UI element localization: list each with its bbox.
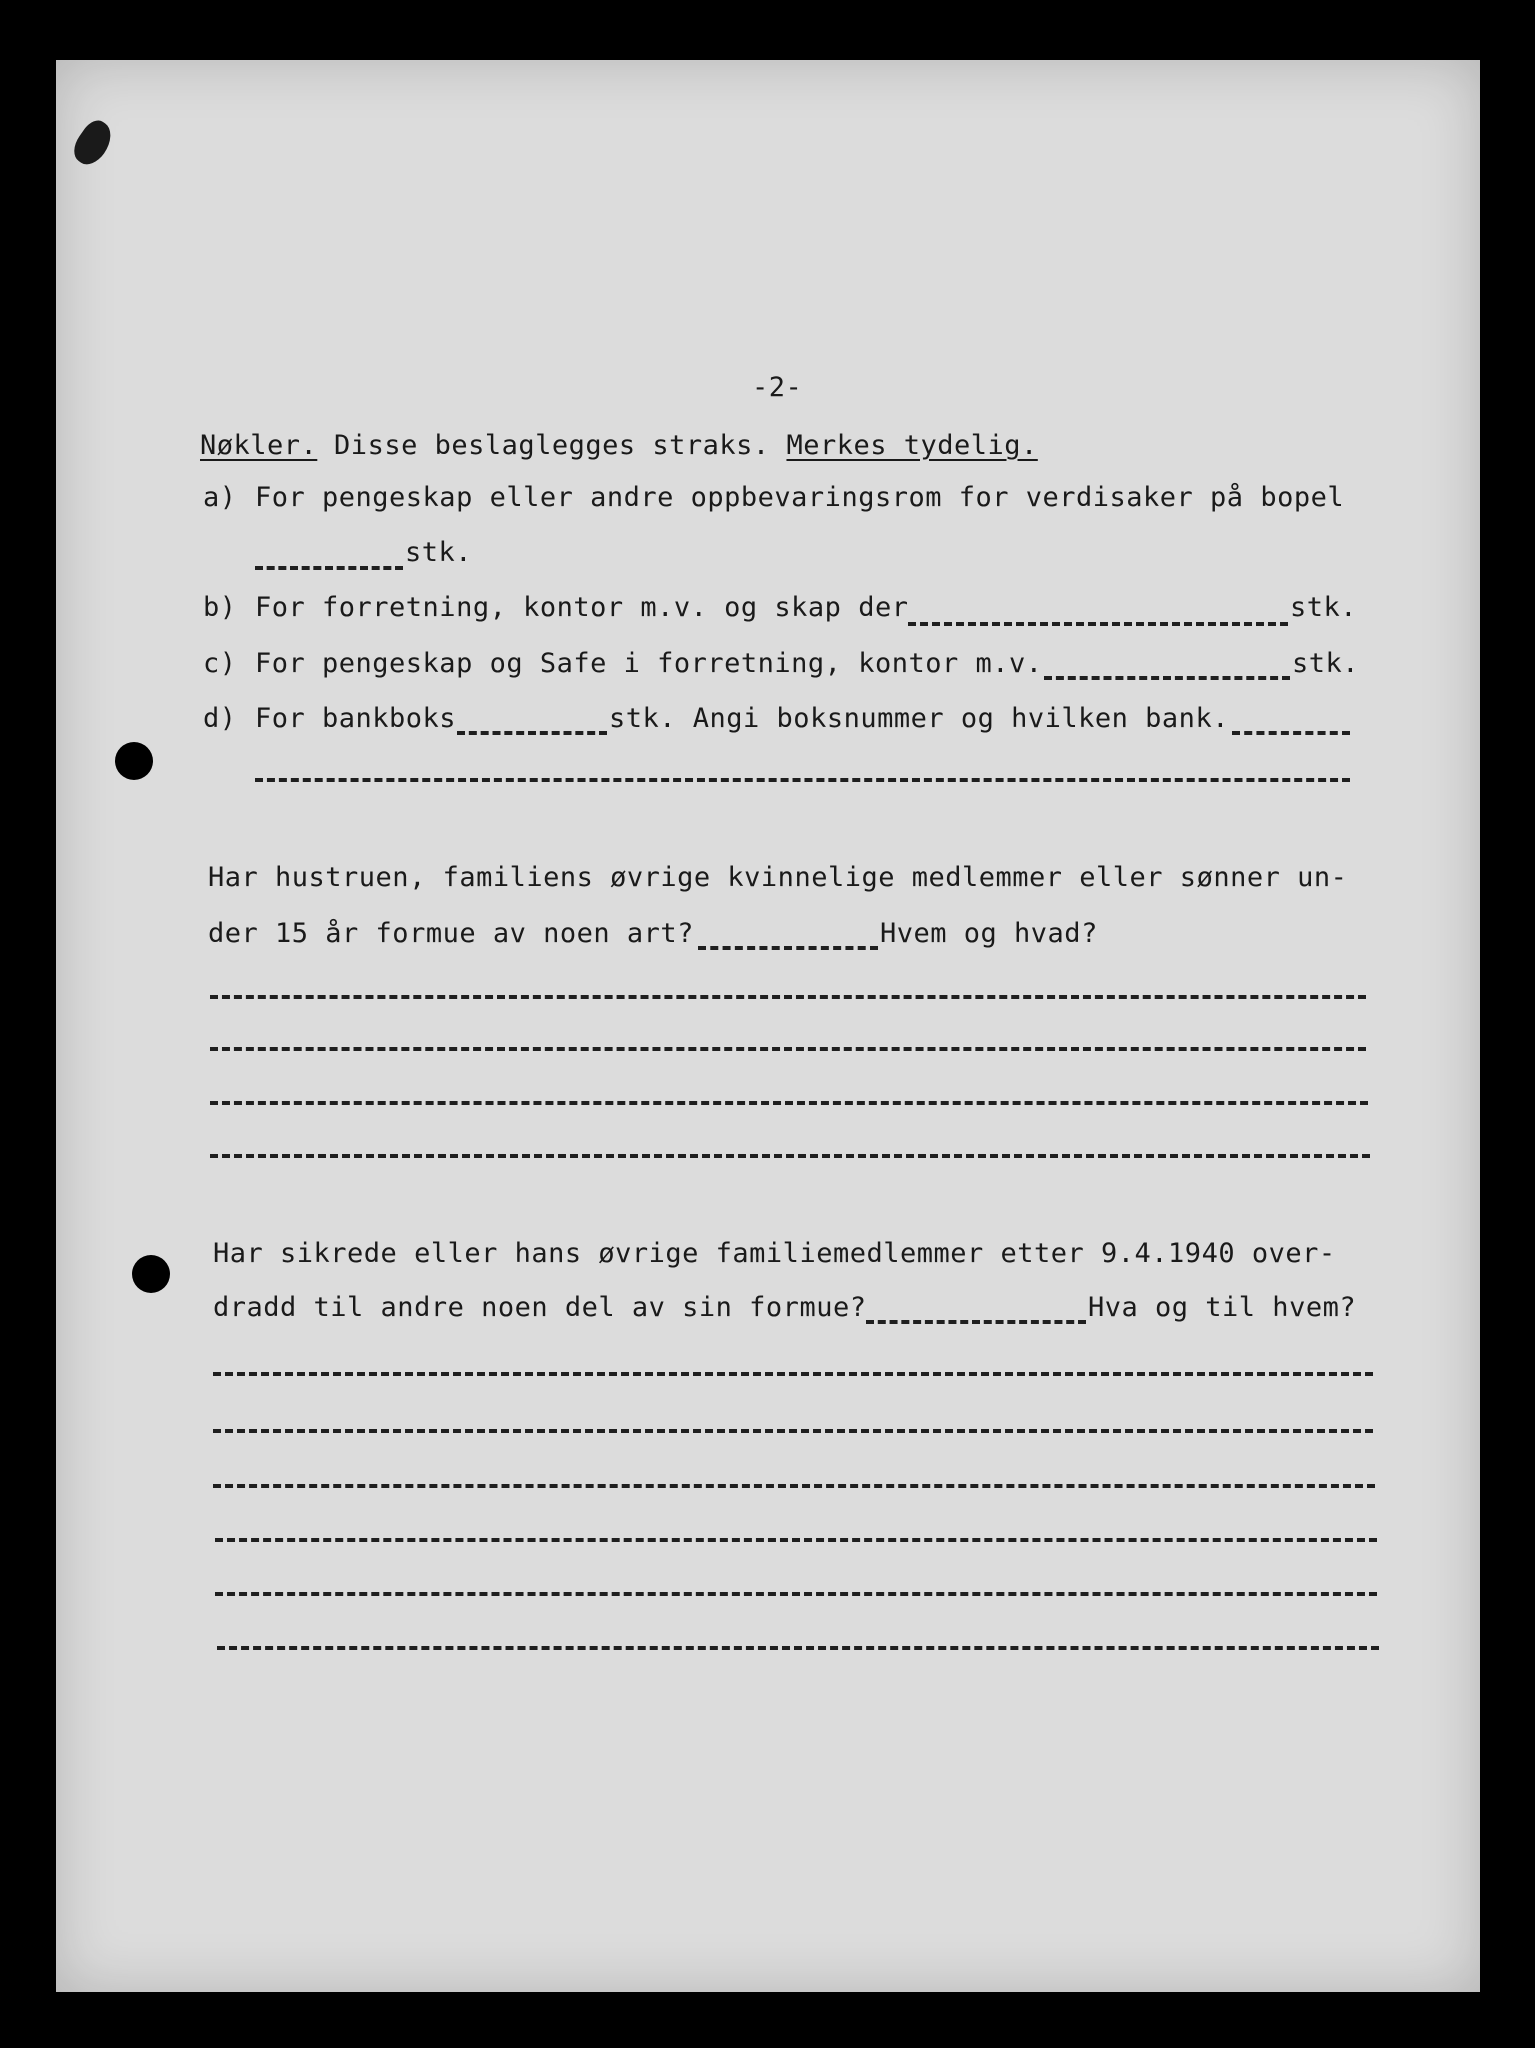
question-2-line-1: Har sikrede eller hans øvrige familiemedlemmer etter 9.4.1940 over- bbox=[213, 1238, 1336, 1269]
fill-line bbox=[255, 566, 403, 570]
item-a-label: a) bbox=[203, 482, 237, 513]
fill-line bbox=[217, 1646, 1379, 1650]
item-b-text: For forretning, kontor m.v. og skap der bbox=[255, 592, 909, 623]
fill-line bbox=[866, 1320, 1086, 1324]
punch-hole bbox=[115, 742, 153, 780]
fill-line bbox=[1232, 731, 1350, 735]
item-b-label: b) bbox=[203, 592, 237, 623]
fill-line bbox=[213, 1484, 1375, 1488]
heading-text: Disse beslaglegges straks. bbox=[317, 430, 787, 461]
item-a-suffix: stk. bbox=[405, 537, 473, 568]
question-2-line-2a: dradd til andre noen del av sin formue? bbox=[213, 1292, 867, 1323]
document-page bbox=[56, 60, 1480, 1992]
item-b-suffix: stk. bbox=[1290, 592, 1358, 623]
fill-line bbox=[215, 1538, 1377, 1542]
fill-line bbox=[213, 1429, 1373, 1433]
fill-line bbox=[255, 778, 1350, 782]
page-number: -2- bbox=[752, 372, 803, 403]
fill-line bbox=[210, 1154, 1370, 1158]
item-c-label: c) bbox=[203, 648, 237, 679]
fill-line bbox=[213, 1372, 1373, 1376]
item-c-text: For pengeskap og Safe i forretning, kontor m.v. bbox=[255, 648, 1043, 679]
item-c-suffix: stk. bbox=[1292, 648, 1360, 679]
fill-line bbox=[908, 622, 1288, 626]
fill-line bbox=[457, 731, 607, 735]
question-1-line-2a: der 15 år formue av noen art? bbox=[208, 918, 694, 949]
punch-hole bbox=[132, 1255, 170, 1293]
fill-line bbox=[210, 1101, 1368, 1105]
question-2-line-2b: Hva og til hvem? bbox=[1088, 1292, 1357, 1323]
section-heading bbox=[200, 430, 1038, 461]
item-d-label: d) bbox=[203, 703, 237, 734]
heading-title: Nøkler. bbox=[200, 430, 318, 461]
item-a-text: For pengeskap eller andre oppbevaringsrom for verdisaker på bopel bbox=[255, 482, 1345, 513]
fill-line bbox=[210, 1047, 1366, 1051]
question-1-line-2b: Hvem og hvad? bbox=[880, 918, 1098, 949]
fill-line bbox=[215, 1592, 1377, 1596]
fill-line bbox=[1044, 676, 1290, 680]
heading-emphasis: Merkes tydelig. bbox=[786, 430, 1038, 461]
item-d-text: For bankboks bbox=[255, 703, 457, 734]
fill-line bbox=[210, 995, 1366, 999]
question-1-line-1: Har hustruen, familiens øvrige kvinnelige medlemmer eller sønner un- bbox=[208, 862, 1348, 893]
fill-line bbox=[698, 946, 878, 950]
item-d-mid: stk. Angi boksnummer og hvilken bank. bbox=[609, 703, 1229, 734]
